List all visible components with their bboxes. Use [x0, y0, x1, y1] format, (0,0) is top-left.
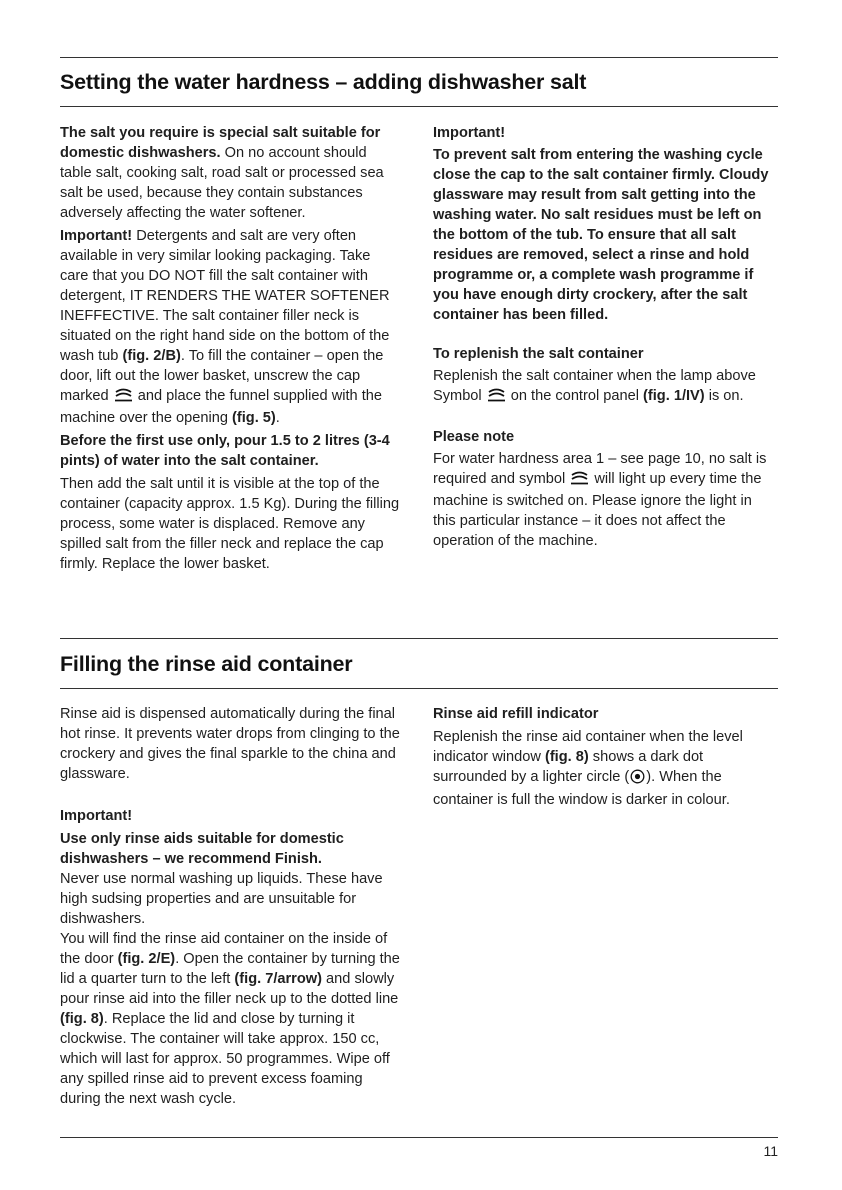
title-underline-rinse-aid [60, 688, 778, 689]
rinse-left-column [60, 704, 404, 1109]
refill-indicator-paragraph: Replenish the rinse aid container when the level indicator window (fig. 8) shows a dark dot surrounded by a lighter circle ( ). When the container is full the window is darker in colour. [433, 729, 743, 808]
rinse-important-label: Important! [60, 808, 133, 824]
replenish-heading: To replenish the salt container [433, 346, 644, 362]
salt-intro-paragraph: The salt you require is special salt suitable for domestic dishwashers. On no account should table salt, cooking salt, road salt or processed sea salt be used, because they contain substances adversely affecting the water softener. [60, 125, 384, 221]
replenish-paragraph: Replenish the salt container when the lamp above Symbol on the control panel (fig. 1/IV) is on. [433, 366, 775, 408]
title-underline-salt [60, 106, 778, 107]
section-title-salt: Setting the water hardness – adding dishwasher salt [60, 70, 587, 94]
rinse-instructions-paragraph: You will find the rinse aid container on the inside of the door (fig. 2/E). Open the container by turning the lid a quarter turn to the left (fig. 7/arrow) and slowly pour rinse aid into the filler neck up to the dotted line (fig. 8). Replace the lid and close by turning it clockwise. The container will take approx. 150 cc, which will last for approx. 50 programmes. Wipe off any spilled rinse aid to prevent excess foaming during the next wash cycle. [60, 931, 400, 1107]
rinse-important-text: Use only rinse aids suitable for domestic dishwashers – we recommend Finish. [60, 831, 344, 867]
top-rule [60, 57, 778, 58]
salt-symbol-icon [114, 388, 133, 408]
salt-left-column [60, 123, 402, 574]
salt-symbol-icon [570, 471, 589, 491]
salt-right-column [433, 123, 775, 551]
salt-important-text: To prevent salt from entering the washing cycle close the cap to the salt container firmly. Cloudy glassware may result from salt getting into the washing water. No salt residues must be left on the bottom of the tub. To ensure that all salt residues are removed, select a rinse and hold programme or, a complete wash programme if you have enough dirty crockery, after the salt container has been filled. [433, 147, 769, 323]
dot-in-circle-icon [630, 769, 645, 790]
refill-indicator-heading: Rinse aid refill indicator [433, 706, 599, 722]
salt-important-paragraph: Important! Detergents and salt are very often available in very similar looking packaging. Take care that you DO NOT fill the salt container with detergent, IT RENDERS THE WATER SOFTENER INEFFECTIVE. The salt container filler neck is situated on the right hand side on the bottom of the wash tub (fig. 2/B). To fill the container – open the door, lift out the lower basket, unscrew the cap marked and place the funnel supplied with the machine over the opening (fig. 5). [60, 228, 390, 426]
footer-rule [60, 1137, 778, 1138]
salt-symbol-icon [487, 388, 506, 408]
rinse-intro-paragraph: Rinse aid is dispensed automatically during the final hot rinse. It prevents water drops from clinging to the crockery and gives the final sparkle to the china and glassware. [60, 706, 400, 782]
section-title-rinse-aid: Filling the rinse aid container [60, 652, 353, 676]
salt-first-use-paragraph: Before the first use only, pour 1.5 to 2 litres (3-4 pints) of water into the salt container. [60, 433, 390, 469]
salt-filling-paragraph: Then add the salt until it is visible at the top of the container (capacity approx. 1.5 Kg). During the filling process, some water is displaced. Remove any spilled salt from the filler neck and replace the cap firmly. Replace the lower basket. [60, 476, 400, 572]
please-note-paragraph: For water hardness area 1 – see page 10, no salt is required and symbol will light up every time the machine is switched on. Please ignore the light in this particular instance – it does not affect the operation of the machine. [433, 451, 767, 549]
please-note-heading: Please note [433, 429, 515, 445]
section-divider-rule [60, 638, 778, 639]
rinse-warning-paragraph: Never use normal washing up liquids. These have high sudsing properties and are unsuitable for dishwashers. [60, 871, 383, 927]
salt-important-label: Important! [433, 125, 506, 141]
rinse-right-column [433, 704, 775, 810]
page-number: 11 [763, 1143, 778, 1159]
